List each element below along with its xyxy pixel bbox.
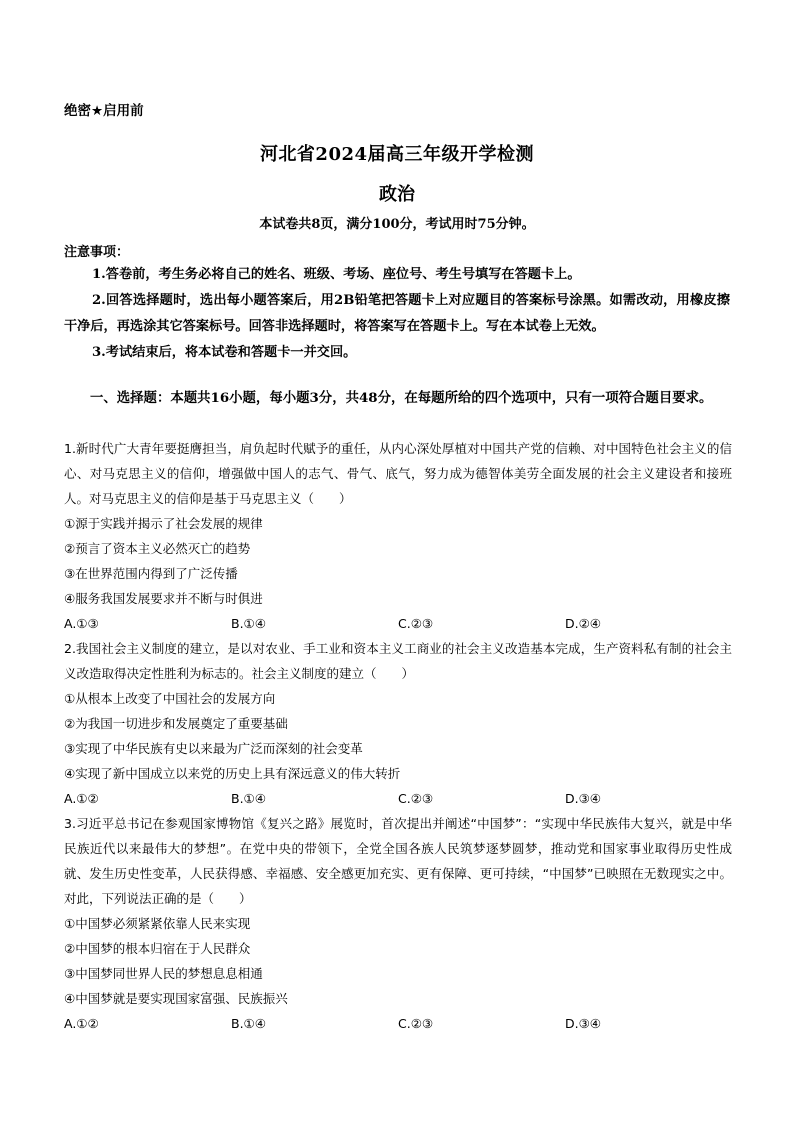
notice-item: 1.答卷前，考生务必将自己的姓名、班级、考场、座位号、考生号填写在答题卡上。 bbox=[92, 267, 581, 282]
option-d: D.②④ bbox=[565, 616, 602, 631]
option-c: C.②③ bbox=[398, 1016, 434, 1031]
statement: ②为我国一切进步和发展奠定了重要基础 bbox=[64, 716, 288, 731]
statement: ④中国梦就是要实现国家富强、民族振兴 bbox=[64, 991, 288, 1006]
option-d: D.③④ bbox=[565, 791, 602, 806]
statement: ①从根本上改变了中国社会的发展方向 bbox=[64, 691, 276, 706]
notice-item: 2.回答选择题时，选出每小题答案后，用2B铅笔把答题卡上对应题目的答案标号涂黑。如需改动，用橡皮擦干净后，再选涂其它答案标号。回答非选择题时，将答案写在答题卡上。写在本试卷上无效。 bbox=[64, 293, 730, 334]
question-list bbox=[64, 436, 732, 1036]
option-b: B.①④ bbox=[231, 791, 266, 806]
option-d: D.③④ bbox=[565, 1016, 602, 1031]
statement: ④服务我国发展要求并不断与时俱进 bbox=[64, 591, 263, 606]
option-a: A.①② bbox=[64, 791, 99, 806]
question-stem: 2.我国社会主义制度的建立，是以对农业、手工业和资本主义工商业的社会主义改造基本完成，生产资料私有制的社会主义改造取得决定性胜利为标志的。社会主义制度的建立（ ） bbox=[64, 641, 732, 681]
answer-options bbox=[64, 786, 732, 811]
option-a: A.①③ bbox=[64, 616, 99, 631]
option-c: C.②③ bbox=[398, 616, 434, 631]
notice-list bbox=[64, 262, 730, 366]
option-c: C.②③ bbox=[398, 791, 434, 806]
notice-heading: 注意事项： bbox=[64, 245, 130, 260]
confidential-label: 绝密★启用前 bbox=[64, 103, 144, 119]
notice-item: 3.考试结束后，将本试卷和答题卡一并交回。 bbox=[92, 345, 357, 360]
exam-title: 河北省2024届高三年级开学检测 bbox=[259, 144, 535, 165]
section-heading: 一、选择题：本题共16小题，每小题3分，共48分，在每题所给的四个选项中，只有一项符合题目要求。 bbox=[90, 390, 713, 406]
statement: ④实现了新中国成立以来党的历史上具有深远意义的伟大转折 bbox=[64, 766, 401, 781]
answer-options bbox=[64, 1011, 732, 1036]
exam-info: 本试卷共8页，满分100分，考试用时75分钟。 bbox=[259, 217, 535, 232]
statement: ③中国梦同世界人民的梦想息息相通 bbox=[64, 966, 263, 981]
question-stem: 3.习近平总书记在参观国家博物馆《复兴之路》展览时，首次提出并阐述“中国梦”：“实现中华民族伟大复兴，就是中华民族近代以来最伟大的梦想”。在党中央的带领下，全党全国各族人民筑梦逐梦圆梦，推动党和国家事业取得历史性成就、发生历史性变革，人民获得感、幸福感、安全感更加充实、更有保障、更可持续，“中国梦”已映照在无数现实之中。对此，下列说法正确的是（ ） bbox=[64, 816, 732, 906]
option-a: A.①② bbox=[64, 1016, 99, 1031]
statement: ③在世界范围内得到了广泛传播 bbox=[64, 566, 238, 581]
statement: ③实现了中华民族有史以来最为广泛而深刻的社会变革 bbox=[64, 741, 363, 756]
statement: ②中国梦的根本归宿在于人民群众 bbox=[64, 941, 251, 956]
statement: ①源于实践并揭示了社会发展的规律 bbox=[64, 516, 263, 531]
question-3 bbox=[64, 811, 732, 1036]
question-1 bbox=[64, 436, 732, 636]
statement: ①中国梦必须紧紧依靠人民来实现 bbox=[64, 916, 251, 931]
option-b: B.①④ bbox=[231, 1016, 266, 1031]
answer-options bbox=[64, 611, 732, 636]
statement: ②预言了资本主义必然灭亡的趋势 bbox=[64, 541, 251, 556]
option-b: B.①④ bbox=[231, 616, 266, 631]
question-stem: 1.新时代广大青年要挺膺担当，肩负起时代赋予的重任，从内心深处厚植对中国共产党的信赖、对中国特色社会主义的信心、对马克思主义的信仰，增强做中国人的志气、骨气、底气，努力成为德智体美劳全面发展的社会主义建设者和接班人。对马克思主义的信仰是基于马克思主义（ ） bbox=[64, 441, 732, 506]
exam-subject: 政治 bbox=[379, 184, 415, 205]
question-2 bbox=[64, 636, 732, 811]
